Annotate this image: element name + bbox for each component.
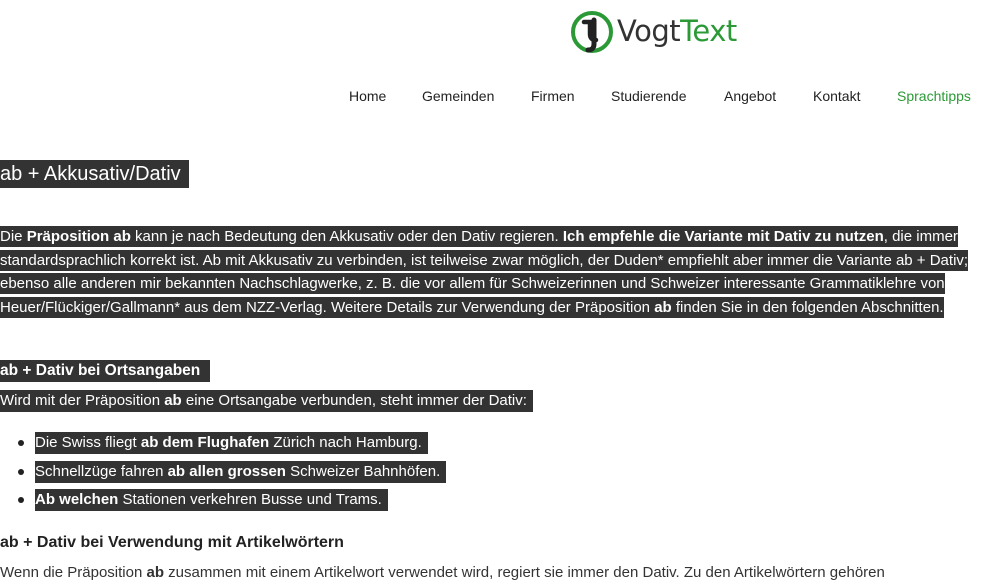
bullet-icon [18,440,24,446]
intro-bold-recommendation: Ich empfehle die Variante mit Dativ zu nutzen [562,228,884,245]
nav-item-gemeinden[interactable]: Gemeinden [422,88,495,104]
example-text: Die Swiss fliegt ab dem Flughafen Zürich nach Hamburg. [35,432,428,454]
section1-text: Wird mit der Präposition ab eine Ortsangabe verbunden, steht immer der Dativ: [0,390,533,412]
nav-item-sprachtipps[interactable]: Sprachtipps [897,88,971,104]
main-navigation [0,88,997,106]
intro-paragraph [0,225,990,319]
nav-item-home[interactable]: Home [349,88,387,104]
logo-wordmark: VogtText [617,14,737,48]
nav-item-studierende[interactable]: Studierende [611,88,687,104]
intro-text: kann je nach Bedeutung den Akkusativ oder den Dativ regieren. [130,228,563,245]
nav-item-kontakt[interactable]: Kontakt [813,88,861,104]
intro-text: , die immer standardsprachlich korrekt ist. Ab mit Akkusativ zu verbinden, ist teilweise zwar möglich, der Duden* empfiehlt aber immer die Variante ab + Dativ; ebenso alle anderen mir bekannten Nachschlagwerke, z. B. die vor allem für Schweizerinnen und Schweizer interessante Grammatiklehre von Heuer/Flückiger/Gallmann* aus dem NZZ-Verlag. Weitere Details zur Verwendung der Präposition [0,228,969,316]
nav-item-angebot[interactable]: Angebot [724,88,777,104]
page-title: ab + Akkusativ/Dativ [0,160,189,188]
vogttext-logo[interactable] [570,9,737,55]
bullet-icon [18,469,24,475]
intro-text: finden Sie in den folgenden Abschnitten. [671,298,944,316]
example-text: Ab welchen Stationen verkehren Busse und Trams. [35,489,388,511]
logo-mark-icon [570,10,614,54]
section-heading-artikelwoerter: ab + Dativ bei Verwendung mit Artikelwörtern [0,534,344,551]
intro-bold-preposition: Präposition ab [26,228,131,245]
intro-text: Die [0,228,27,245]
bullet-icon [18,497,24,503]
example-text: Schnellzüge fahren ab allen grossen Schweizer Bahnhöfen. [35,461,446,483]
section2-text: Wenn die Präposition ab zusammen mit einem Artikelwort verwendet wird, regiert sie immer den Dativ. Zu den Artikelwörtern gehören [0,564,885,581]
section-heading-ortsangaben: ab + Dativ bei Ortsangaben [0,360,210,382]
nav-item-firmen[interactable]: Firmen [531,88,575,104]
intro-bold-ab: ab [654,298,672,316]
